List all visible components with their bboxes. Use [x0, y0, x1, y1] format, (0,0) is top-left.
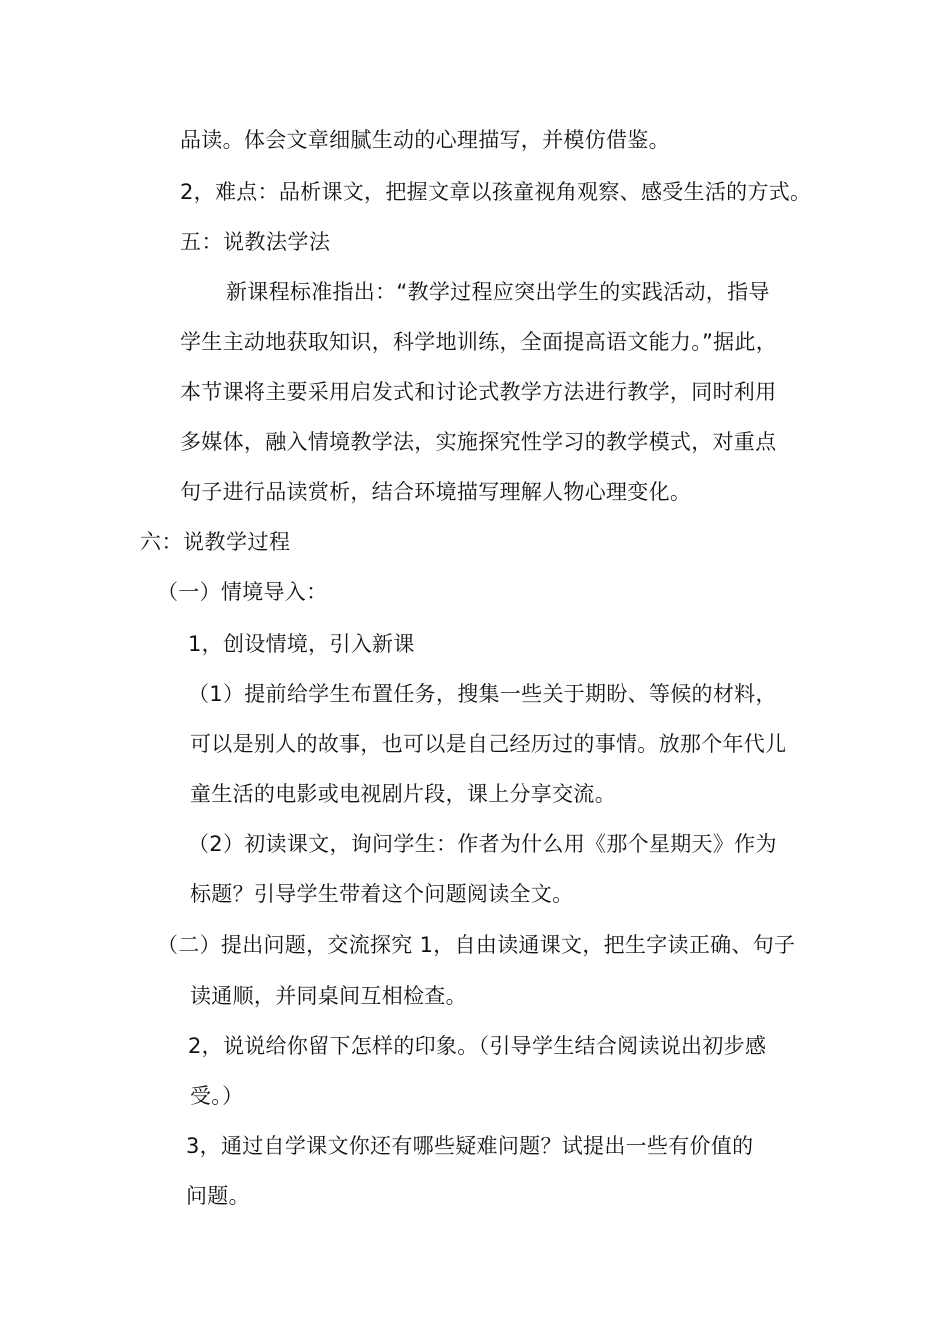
- text-line-16: 标题？引导学生带着这个问题阅读全文。: [190, 882, 574, 906]
- text-line-12: （1）提前给学生布置任务，搜集一些关于期盼、等候的材料，: [188, 682, 777, 706]
- text-line-8: 句子进行品读赏析，结合环境描写理解人物心理变化。: [180, 480, 692, 504]
- text-line-18: 读通顺，并同桌间互相检查。: [190, 984, 467, 1008]
- text-line-1: 品读。体会文章细腻生动的心理描写，并模仿借鉴。: [180, 128, 670, 152]
- text-line-13: 可以是别人的故事，也可以是自己经历过的事情。放那个年代儿: [190, 732, 787, 756]
- text-line-4: 新课程标准指出：“教学过程应突出学生的实践活动，指导: [226, 280, 770, 304]
- section-heading-5: 五：说教法学法: [180, 230, 331, 254]
- text-line-11: 1，创设情境，引入新课: [188, 632, 415, 656]
- section-heading-6: 六：说教学过程: [140, 530, 291, 554]
- text-line-6: 本节课将主要采用启发式和讨论式教学方法进行教学，同时利用: [180, 380, 777, 404]
- text-line-21: 3，通过自学课文你还有哪些疑难问题？试提出一些有价值的: [186, 1134, 754, 1158]
- text-line-19: 2，说说给你留下怎样的印象。（引导学生结合阅读说出初步感: [188, 1034, 767, 1058]
- subsection-heading-2: （二）提出问题，交流探究 1，自由读通课文，把生字读正确、句子: [157, 933, 796, 957]
- subsection-heading-1: （一）情境导入：: [157, 580, 328, 604]
- text-line-5: 学生主动地获取知识，科学地训练，全面提高语文能力。”据此，: [180, 330, 778, 354]
- text-line-22: 问题。: [186, 1184, 250, 1208]
- text-line-15: （2）初读课文，询问学生：作者为什么用《那个星期天》作为: [188, 832, 777, 856]
- text-line-20: 受。）: [190, 1084, 244, 1108]
- text-line-2: 2，难点：品析课文，把握文章以孩童视角观察、感受生活的方式。: [180, 180, 812, 204]
- text-line-7: 多媒体，融入情境教学法，实施探究性学习的教学模式，对重点: [180, 430, 777, 454]
- text-line-14: 童生活的电影或电视剧片段，课上分享交流。: [190, 782, 616, 806]
